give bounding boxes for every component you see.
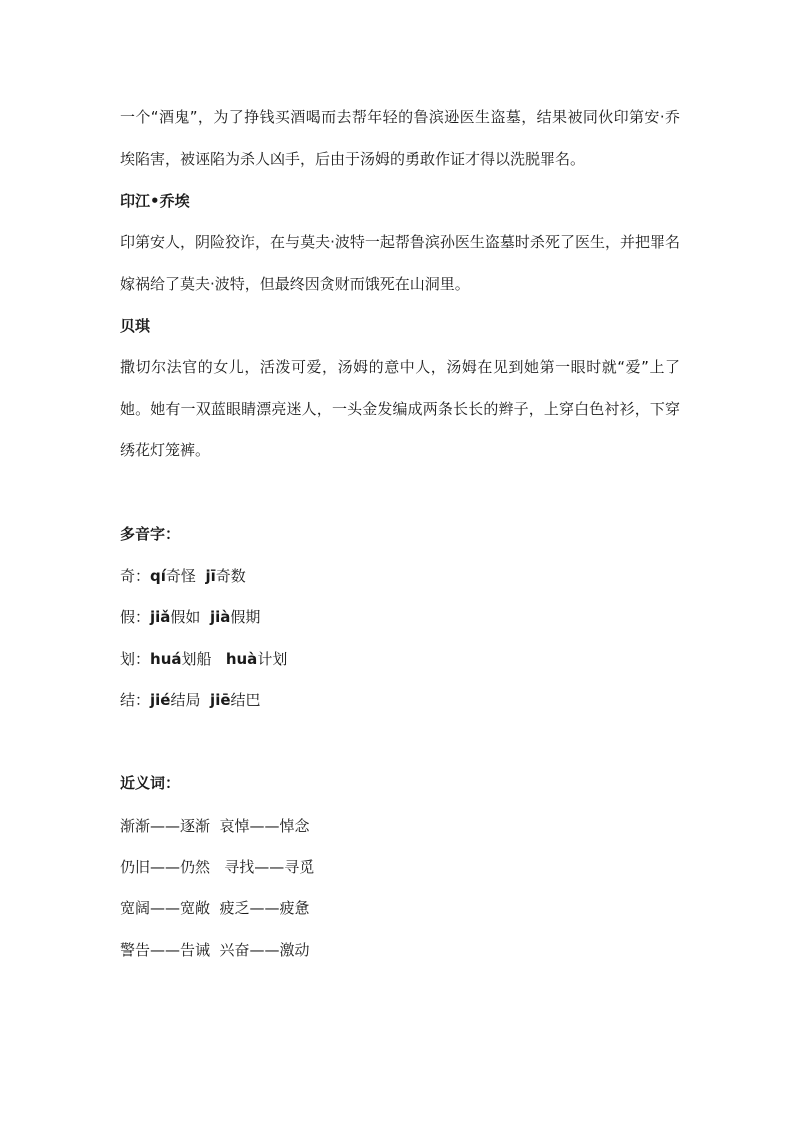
poly-word: 计划 bbox=[257, 650, 288, 668]
poly-char: 结： bbox=[120, 691, 151, 709]
synonym-pair: 仍旧——仍然 寻找——寻觅 bbox=[120, 858, 315, 876]
paragraph: 撒切尔法官的女儿，活泼可爱，汤姆的意中人，汤姆在见到她第一眼时就“爱”上了她。她有一双蓝眼睛漂亮迷人，一头金发编成两条长长的辫子，上穿白色衬衫，下穿绣花灯笼裤。 bbox=[120, 358, 680, 459]
spacer bbox=[201, 691, 211, 709]
becky-heading bbox=[120, 316, 680, 336]
section-heading: 印江•乔埃 bbox=[120, 192, 190, 210]
section-heading: 贝琪 bbox=[120, 317, 151, 335]
spacer bbox=[200, 608, 210, 626]
pinyin: jià bbox=[209, 608, 231, 626]
poly-word: 假如 bbox=[170, 608, 201, 626]
polyphonic-heading bbox=[120, 524, 680, 544]
synonym-pair: 警告——告诫 兴奋——激动 bbox=[120, 941, 310, 959]
synonym-line bbox=[120, 857, 680, 877]
pinyin: jié bbox=[150, 691, 171, 709]
synonym-line bbox=[120, 898, 680, 918]
injun-joe-heading bbox=[120, 191, 680, 211]
synonym-line bbox=[120, 940, 680, 960]
poly-word: 划船 bbox=[181, 650, 212, 668]
muff-potter-description bbox=[120, 97, 680, 180]
polyphonic-line bbox=[120, 607, 680, 627]
pinyin: jiē bbox=[210, 691, 231, 709]
poly-char: 奇： bbox=[120, 567, 151, 585]
synonym-line bbox=[120, 816, 680, 836]
pinyin: huà bbox=[225, 650, 258, 668]
pinyin: jiǎ bbox=[150, 608, 171, 626]
spacer bbox=[212, 650, 226, 668]
injun-joe-description bbox=[120, 222, 680, 305]
polyphonic-line bbox=[120, 649, 680, 669]
becky-description bbox=[120, 347, 680, 472]
synonym-pair: 渐渐——逐渐 哀悼——悼念 bbox=[120, 817, 310, 835]
section-heading: 近义词： bbox=[120, 774, 181, 792]
section-heading: 多音字： bbox=[120, 525, 181, 543]
poly-word: 奇怪 bbox=[165, 567, 196, 585]
poly-word: 结巴 bbox=[230, 691, 261, 709]
paragraph: 一个“酒鬼”，为了挣钱买酒喝而去帮年轻的鲁滨逊医生盗墓，结果被同伙印第安·乔埃陷害，被诬陷为杀人凶手，后由于汤姆的勇敢作证才得以洗脱罪名。 bbox=[120, 108, 680, 168]
poly-char: 假： bbox=[120, 608, 151, 626]
paragraph: 印第安人，阴险狡诈，在与莫夫·波特一起帮鲁滨孙医生盗墓时杀死了医生，并把罪名嫁祸给了莫夫·波特，但最终因贪财而饿死在山洞里。 bbox=[120, 233, 680, 293]
pinyin: qí bbox=[150, 567, 166, 585]
poly-word: 假期 bbox=[230, 608, 261, 626]
synonyms-heading bbox=[120, 773, 680, 793]
poly-char: 划： bbox=[120, 650, 151, 668]
pinyin: jī bbox=[205, 567, 216, 585]
polyphonic-line bbox=[120, 566, 680, 586]
poly-word: 奇数 bbox=[215, 567, 246, 585]
poly-word: 结局 bbox=[170, 691, 201, 709]
polyphonic-line bbox=[120, 690, 680, 710]
pinyin: huá bbox=[150, 650, 182, 668]
synonym-pair: 宽阔——宽敞 疲乏——疲惫 bbox=[120, 899, 310, 917]
